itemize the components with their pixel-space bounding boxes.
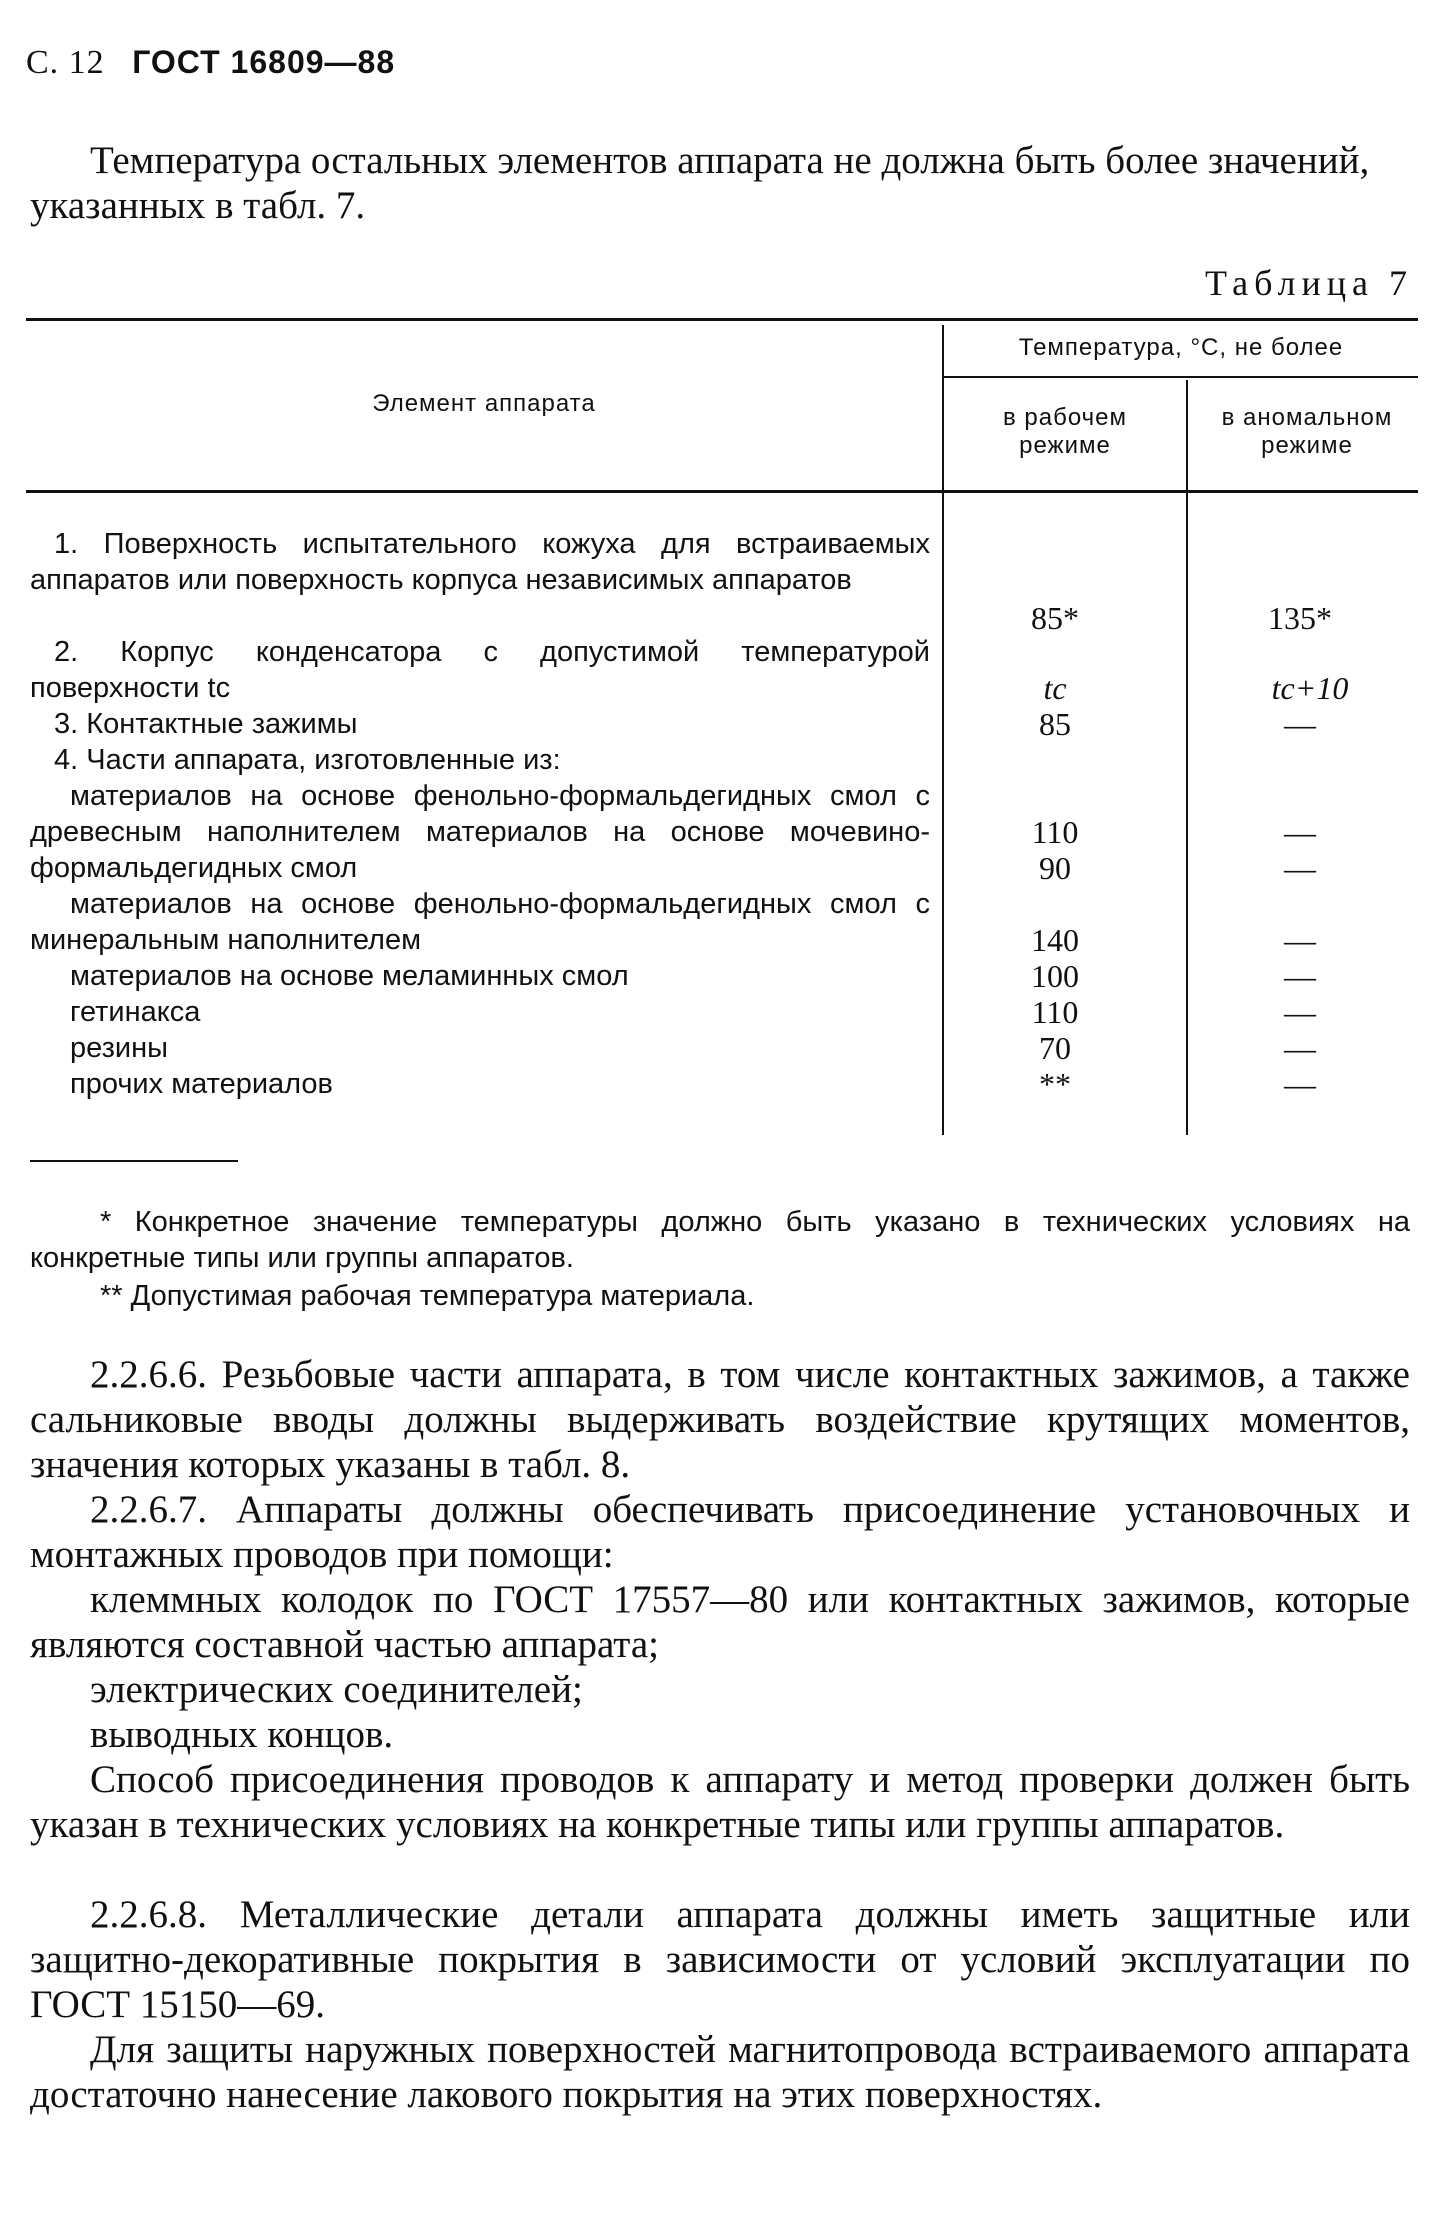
footnote-rule xyxy=(30,1160,238,1162)
table-row xyxy=(30,634,930,706)
cell-abnormal-10: — xyxy=(1284,1030,1316,1066)
cell-work-11: ** xyxy=(1039,1066,1071,1102)
intro-paragraph: Температура остальных элементов аппарата не должна быть более значений, указанных в табл. 7. xyxy=(30,139,1370,227)
cell-abnormal-9: — xyxy=(1284,994,1316,1030)
header-element: Элемент аппарата xyxy=(372,390,596,417)
cell-abnormal-1: 135* xyxy=(1268,600,1332,636)
cell-work-7: 140 xyxy=(1031,922,1079,958)
row-element-5: материалов на основе фенольно-формальдегидных смол с древесным наполнителем материалов на основе мочевино-формальдегидных смол xyxy=(30,780,930,884)
cell-work-6: 90 xyxy=(1039,850,1071,886)
cell-work-2: tс xyxy=(1043,670,1067,706)
cell-work-5: 110 xyxy=(1031,814,1079,850)
cell-work-8: 100 xyxy=(1031,958,1079,994)
table-row xyxy=(30,1030,930,1066)
list-item-leads: выводных концов. xyxy=(90,1713,394,1756)
row-element-1: 1. Поверхность испытательного кожуха для встраиваемых аппаратов или поверхность корпуса независимых аппаратов xyxy=(30,528,930,596)
table-row xyxy=(30,994,930,1030)
row-element-7: материалов на основе фенольно-формальдегидных смол с минеральным наполнителем xyxy=(30,888,930,956)
table-col-divider-2 xyxy=(1186,380,1188,1135)
cell-abnormal-2: tс+10 xyxy=(1271,670,1349,706)
cell-work-9: 110 xyxy=(1031,994,1079,1030)
header-temperature: Температура, °С, не более xyxy=(1018,334,1344,361)
table-top-rule xyxy=(26,318,1418,321)
cell-work-1: 85* xyxy=(1031,600,1079,636)
cell-abnormal-3: — xyxy=(1284,706,1316,742)
table-row xyxy=(30,1066,930,1102)
cell-abnormal-7: — xyxy=(1284,922,1316,958)
footnote-1: * Конкретное значение температуры должно быть указано в технических условиях на конкретные типы или группы аппаратов. xyxy=(30,1206,1410,1274)
page-header xyxy=(26,44,395,82)
paragraph-2-2-6-6: 2.2.6.6. Резьбовые части аппарата, в том числе контактных зажимов, а также сальниковые вводы должны выдерживать воздействие крутящих моментов, значения которых указаны в табл. 8. xyxy=(30,1353,1410,1486)
cell-abnormal-5: — xyxy=(1284,814,1316,850)
table-row xyxy=(30,526,930,598)
list-item-connectors: электрических соединителей; xyxy=(90,1668,583,1711)
table-col-divider-1 xyxy=(942,325,944,1135)
cell-abnormal-8: — xyxy=(1284,958,1316,994)
row-element-2: 2. Корпус конденсатора с допустимой температурой поверхности tс xyxy=(30,636,930,704)
list-item-terminal-blocks: клеммных колодок по ГОСТ 17557—80 или контактных зажимов, которые являются составной частью аппарата; xyxy=(30,1578,1410,1666)
standard-number: ГОСТ 16809—88 xyxy=(132,44,396,80)
cell-work-3: 85 xyxy=(1039,706,1071,742)
table-header-subrule xyxy=(942,376,1418,378)
row-element-3: 3. Контактные зажимы xyxy=(54,708,358,740)
row-element-9: гетинакса xyxy=(70,996,201,1028)
paragraph-2-2-6-8: 2.2.6.8. Металлические детали аппарата должны иметь защитные или защитно-декоративные покрытия в зависимости от условий эксплуатации по ГОСТ 15150—69. xyxy=(30,1893,1410,2026)
table-row xyxy=(30,706,930,742)
table-row xyxy=(30,742,930,778)
paragraph-2-2-6-7: 2.2.6.7. Аппараты должны обеспечивать присоединение установочных и монтажных проводов при помощи: xyxy=(30,1488,1410,1576)
table-header-rule xyxy=(26,490,1418,493)
footnote-2: ** Допустимая рабочая температура материала. xyxy=(100,1280,755,1312)
table-caption: Таблица 7 xyxy=(1205,263,1413,303)
page-number: С. 12 xyxy=(26,44,105,81)
row-element-11: прочих материалов xyxy=(70,1068,333,1100)
row-element-10: резины xyxy=(70,1032,168,1064)
paragraph-lacquer-coating: Для защиты наружных поверхностей магнитопровода встраиваемого аппарата достаточно нанесение лакового покрытия на этих поверхностях. xyxy=(30,2028,1410,2116)
table-row xyxy=(30,778,930,886)
row-element-8: материалов на основе меламинных смол xyxy=(70,960,629,992)
cell-abnormal-6: — xyxy=(1284,850,1316,886)
header-abnormal-mode: в аномальном режиме xyxy=(1221,404,1393,459)
cell-abnormal-11: — xyxy=(1284,1066,1316,1102)
table-row xyxy=(30,886,930,958)
table-row xyxy=(30,958,930,994)
paragraph-connection-method: Способ присоединения проводов к аппарату и метод проверки должен быть указан в технических условиях на конкретные типы или группы аппаратов. xyxy=(30,1758,1410,1846)
cell-work-10: 70 xyxy=(1039,1030,1071,1066)
header-working-mode: в рабочем режиме xyxy=(1002,404,1128,459)
row-element-4: 4. Части аппарата, изготовленные из: xyxy=(54,744,561,776)
